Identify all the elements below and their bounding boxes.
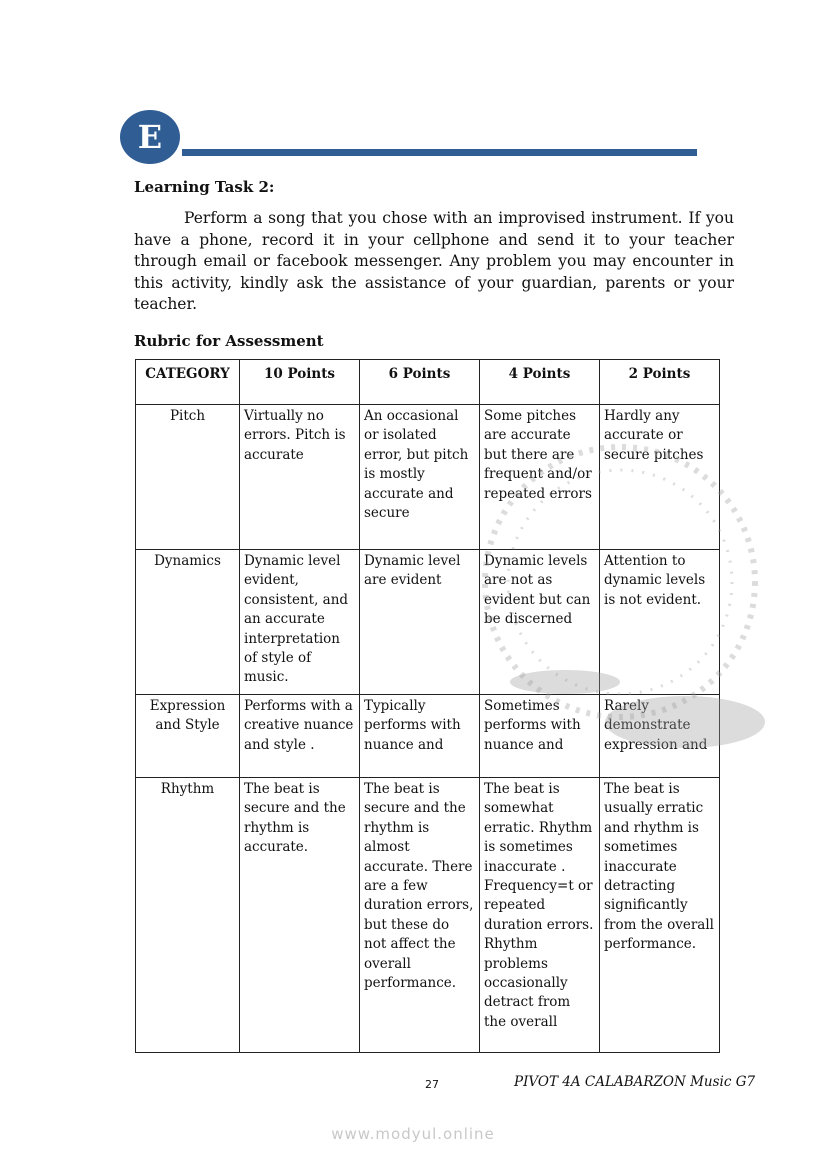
table-row xyxy=(136,550,720,695)
rubric-header-row xyxy=(136,360,720,405)
section-rule xyxy=(182,149,697,156)
rubric-cell: Rarely demonstrate expression and xyxy=(600,695,720,778)
table-row xyxy=(136,778,720,1053)
header-6-points: 6 Points xyxy=(360,360,480,405)
site-watermark: www.modyul.online xyxy=(331,1125,495,1143)
rubric-cell: Performs with a creative nuance and style . xyxy=(240,695,360,778)
header-2-points: 2 Points xyxy=(600,360,720,405)
rubric-title: Rubric for Assessment xyxy=(134,332,324,350)
rubric-cell: The beat is usually erratic and rhythm is sometimes inaccurate detracting significantly from the overall performance. xyxy=(600,778,720,1053)
category-cell: Pitch xyxy=(136,405,240,550)
header-10-points: 10 Points xyxy=(240,360,360,405)
table-row xyxy=(136,695,720,778)
rubric-cell: Typically performs with nuance and xyxy=(360,695,480,778)
rubric-cell: The beat is secure and the rhythm is accurate. xyxy=(240,778,360,1053)
rubric-cell: The beat is secure and the rhythm is almost accurate. There are a few duration errors, but these do not affect the overall performance. xyxy=(360,778,480,1053)
rubric-cell: Dynamic levels are not as evident but can be discerned xyxy=(480,550,600,695)
rubric-cell: Dynamic level evident, consistent, and an accurate interpretation of style of music. xyxy=(240,550,360,695)
category-cell: Rhythm xyxy=(136,778,240,1053)
header-category: CATEGORY xyxy=(136,360,240,405)
rubric-cell: Sometimes performs with nuance and xyxy=(480,695,600,778)
rubric-table xyxy=(135,359,720,1053)
table-row xyxy=(136,405,720,550)
rubric-cell: The beat is somewhat erratic. Rhythm is sometimes inaccurate . Frequency=t or repeated duration errors. Rhythm problems occasionally detract from the overall xyxy=(480,778,600,1053)
rubric-cell: An occasional or isolated error, but pitch is mostly accurate and secure xyxy=(360,405,480,550)
category-cell: Expression and Style xyxy=(136,695,240,778)
task-instructions: Perform a song that you chose with an improvised instrument. If you have a phone, record it in your cellphone and send it to your teacher through email or facebook messenger. Any problem you may encounter in this activity, kindly ask the assistance of your guardian, parents or your teacher. xyxy=(134,209,734,313)
page-number: 27 xyxy=(425,1078,439,1091)
footer-text: PIVOT 4A CALABARZON Music G7 xyxy=(514,1074,756,1090)
section-badge: E xyxy=(120,110,180,164)
header-4-points: 4 Points xyxy=(480,360,600,405)
rubric-cell: Attention to dynamic levels is not evident. xyxy=(600,550,720,695)
rubric-cell: Hardly any accurate or secure pitches xyxy=(600,405,720,550)
task-title: Learning Task 2: xyxy=(134,178,275,196)
rubric-cell: Some pitches are accurate but there are frequent and/or repeated errors xyxy=(480,405,600,550)
category-cell: Dynamics xyxy=(136,550,240,695)
rubric-cell: Dynamic level are evident xyxy=(360,550,480,695)
rubric-cell: Virtually no errors. Pitch is accurate xyxy=(240,405,360,550)
